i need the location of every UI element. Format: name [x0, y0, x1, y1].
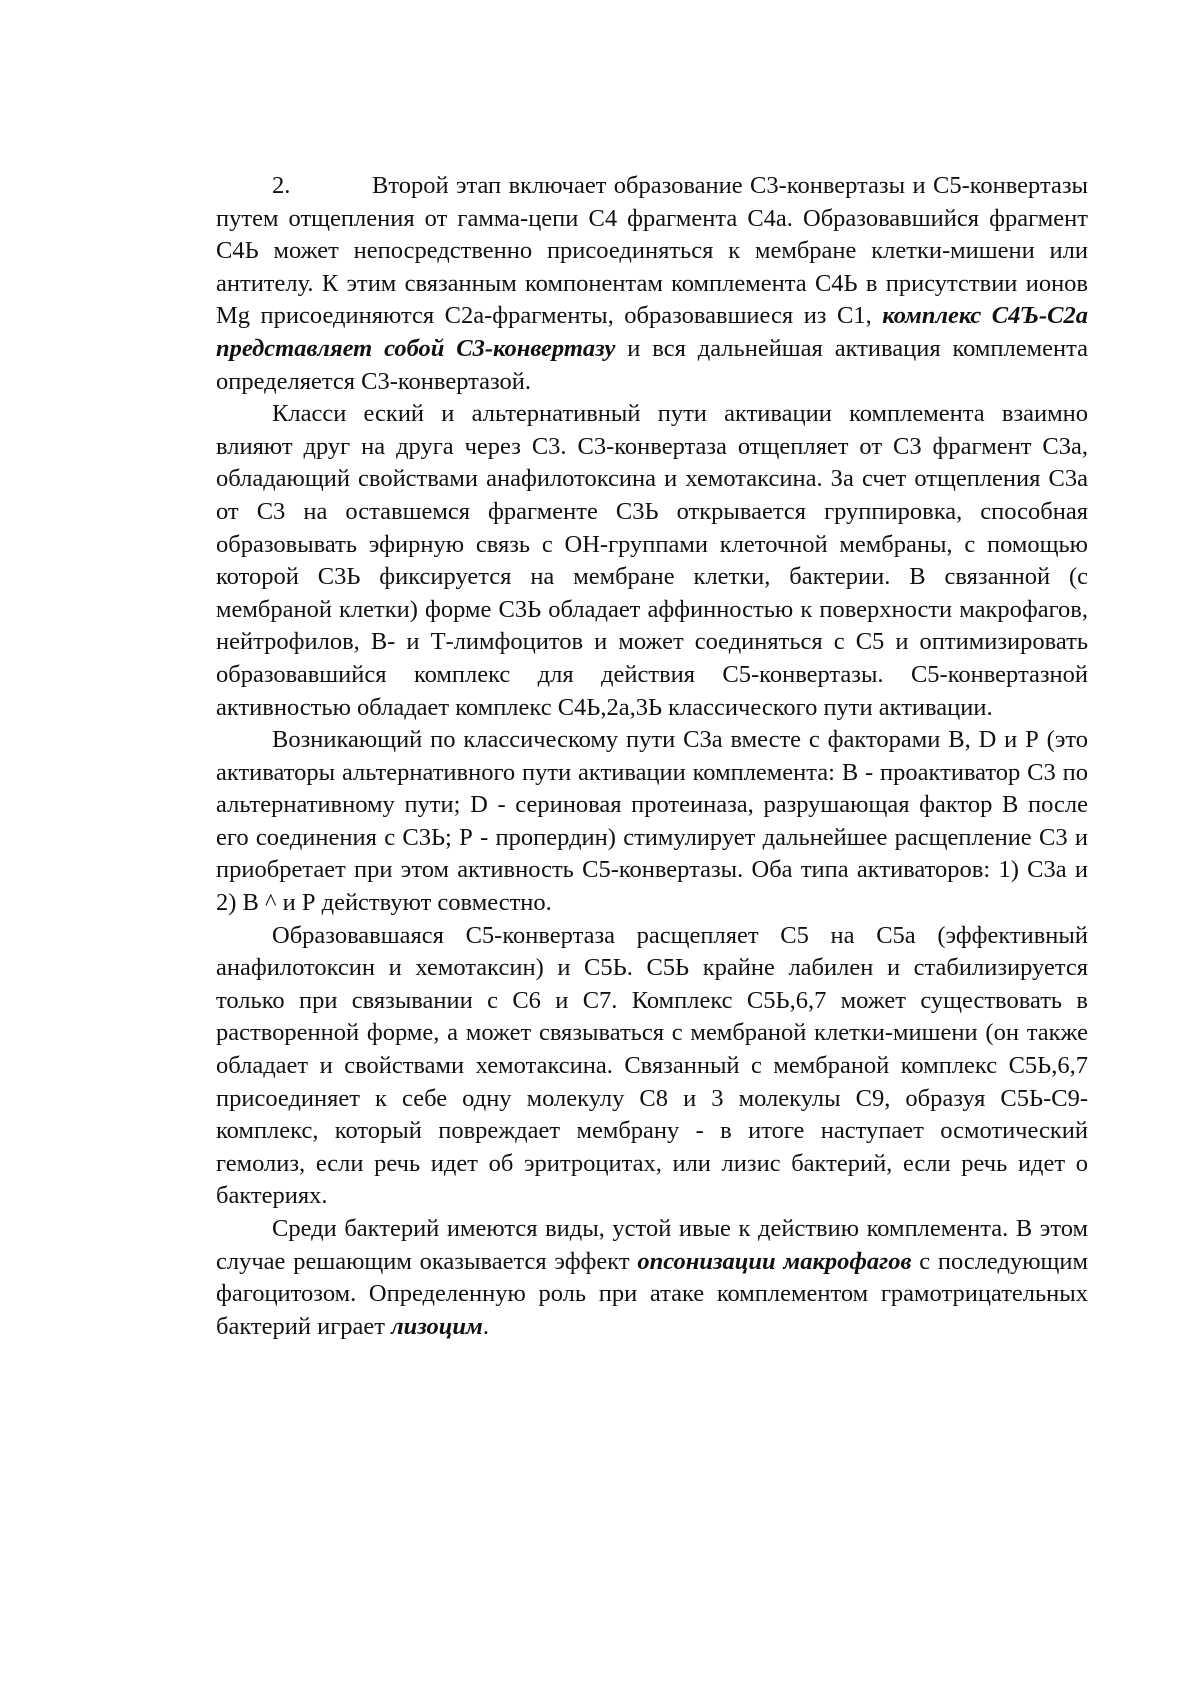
text-segment: с последующим фагоцитозом. Определенную роль при атаке комплементом грамотрицательных бактерий играет	[216, 1247, 1088, 1340]
paragraph-pathways-interaction	[216, 398, 1088, 724]
emphasis-lysozyme: лизоцим	[391, 1312, 483, 1340]
text-segment: Образовавшаяся С5-конвертаза расщепляет С5 на С5а (эффективный анафилотоксин и хемотаксин) и С5Ь. С5Ь крайне лабилен и стабилизируется только при связывании с С6 и С7. Комплекс С5Ь,6,7 может существовать в растворенной форме, а может связываться с мембраной клетки-мишени (он также обладает и свойствами хемотаксина. Связанный с мембраной комплекс С5Ь,6,7 присоединяет к себе одну молекулу С8 и 3 молекулы С9, образуя С5Ь-С9-комплекс, который повреждает мембрану - в итоге наступает осмотический гемолиз, если речь идет об эритроцитах, или лизис бактерий, если речь идет о бактериях.	[216, 921, 1088, 1210]
text-segment: и вся дальнейшая активация комплемента определяется С3-конвертазой.	[216, 334, 1088, 395]
emphasis-opsonization: опсонизации макрофагов	[637, 1247, 912, 1275]
text-segment: Возникающий по классическому пути С3а вместе с факторами В, D и Р (это активаторы альтернативного пути активации комплемента: В - проактиватор С3 по альтернативному пути; D - сериновая протеиназа, разрушающая фактор В после его соединения с С3Ь; Р - пропердин) стимулирует дальнейшее расщепление С3 и приобретает при этом активность С5-конвертазы. Оба типа активаторов: 1) С3а и 2) В ^ и Р действуют совместно.	[216, 726, 1088, 917]
paragraph-c5-convertase	[216, 920, 1088, 1213]
paragraph-stage-two	[216, 170, 1088, 398]
text-segment: Класси еский и альтернативный пути активации комплемента взаимно влияют друг на друга через С3. С3-конвертаза отщепляет от С3 фрагмент С3а, обладающий свойствами анафилотоксина и хемотаксина. За счет отщепления С3а от С3 на оставшемся фрагменте С3Ь открывается группировка, способная образовывать эфирную связь с ОН-группами клеточной мембраны, с помощью которой С3Ь фиксируется на мембране клетки, бактерии. В связанной (с мембраной клетки) форме С3Ь обладает аффинностью к поверхности макрофагов, нейтрофилов, В- и Т-лимфоцитов и может соединяться с С5 и оптимизировать образовавшийся комплекс для действия С5-конвертазы. С5-конвертазной активностью обладает комплекс С4Ь,2а,3Ь классического пути активации.	[216, 400, 1088, 721]
text-segment: Среди бактерий имеются виды, устой ивые к действию комплемента. В этом случае решающим оказывается эффект	[216, 1215, 1088, 1275]
paragraph-number: 2.	[272, 172, 291, 199]
text-segment: .	[482, 1312, 489, 1340]
paragraph-alternative-activators	[216, 724, 1088, 920]
text-segment: Второй этап включает образование С3-конвертазы и С5-конвертазы путем отщепления от гамма-цепи С4 фрагмента С4а. Образовавшийся фрагмент С4Ь может непосредственно присоединяться к мембране клетки-мишени или антителу. К этим связанным компонентам комплемента С4Ь в присутствии ионов Mg присоединяются С2а-фрагменты, образовавшиеся из С1,	[216, 172, 1088, 330]
paragraph-resistant-bacteria	[216, 1213, 1088, 1343]
emphasis-c3-convertase: комплекс С4Ъ-С2а представляет собой С3-конвертазу	[216, 302, 1089, 362]
document-page	[216, 170, 1088, 1343]
